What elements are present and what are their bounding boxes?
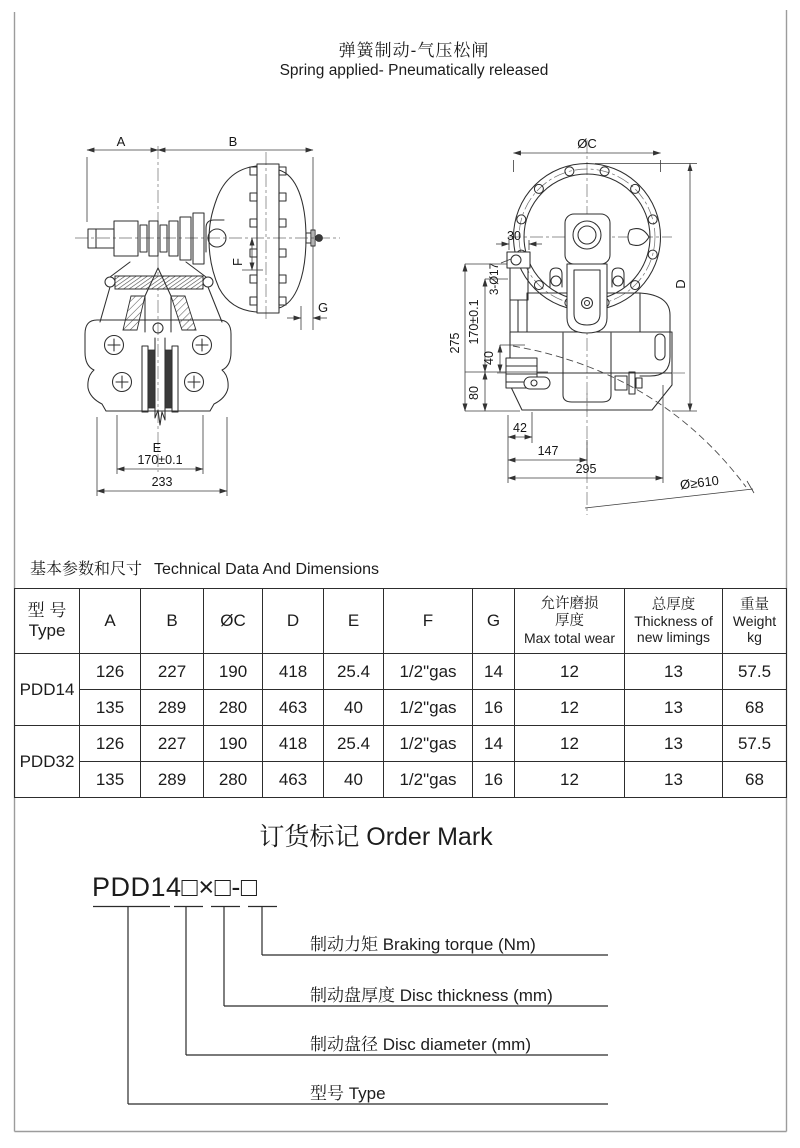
col-header-weight: 重量 Weight kg: [723, 589, 787, 654]
order-mark-code: PDD14□×□-□: [92, 872, 258, 902]
table-caption-en: Technical Data And Dimensions: [154, 561, 380, 578]
order-mark-label-disc-diameter: 制动盘径 Disc diameter (mm): [310, 1035, 532, 1054]
table-cell: 463: [263, 690, 324, 726]
dim-233-label: 233: [151, 475, 173, 489]
table-row: [15, 690, 787, 726]
table-caption-zh: 基本参数和尺寸: [30, 561, 143, 578]
dim-275-label: 275: [448, 332, 462, 354]
table-header-row: [15, 589, 787, 654]
col-header-thickness: 总厚度 Thickness of new limings: [625, 589, 723, 654]
dim-g-label: G: [317, 300, 329, 315]
table-cell: 190: [204, 726, 263, 762]
page-title-en: Spring applied- Pneumatically released: [279, 62, 549, 79]
table-cell: 126: [80, 726, 141, 762]
table-cell: 68: [723, 762, 787, 798]
dim-disc-label: Ø≥610: [679, 472, 720, 493]
table-cell: 135: [80, 690, 141, 726]
dim-147-label: 147: [537, 444, 559, 458]
caliper-arms: [100, 262, 222, 333]
table-cell: 13: [625, 654, 723, 690]
col-header-d: D: [263, 589, 324, 654]
table-cell: 280: [204, 690, 263, 726]
table-cell: 12: [515, 726, 625, 762]
dim-170-label: 170±0.1: [467, 299, 481, 345]
table-cell: 227: [141, 654, 204, 690]
table-cell: 418: [263, 654, 324, 690]
dim-a-label: A: [116, 134, 126, 149]
table-cell: 1/2"gas: [384, 726, 473, 762]
table-cell: 25.4: [324, 726, 384, 762]
table-cell: 135: [80, 762, 141, 798]
dim-80-label: 80: [467, 386, 481, 400]
front-body: [506, 252, 672, 412]
dim-b-label: B: [228, 134, 238, 149]
table-cell: 14: [473, 654, 515, 690]
table-cell: 1/2"gas: [384, 654, 473, 690]
type-cell: PDD14: [15, 654, 80, 726]
hub-arm: [565, 214, 610, 333]
disc-arc: [513, 346, 746, 487]
table-cell: 126: [80, 654, 141, 690]
table-cell: 40: [324, 690, 384, 726]
table-cell: 1/2"gas: [384, 762, 473, 798]
dim-295-label: 295: [575, 462, 597, 476]
table-cell: 463: [263, 762, 324, 798]
table-cell: 190: [204, 654, 263, 690]
table-cell: 57.5: [723, 726, 787, 762]
order-mark-title: 订货标记 Order Mark: [259, 823, 493, 851]
col-header-wear: 允许磨损 厚度 Max total wear: [515, 589, 625, 654]
front-view-drawing: [448, 136, 754, 515]
table-cell: 227: [141, 726, 204, 762]
order-mark-label-type: 型号 Type: [310, 1084, 386, 1103]
table-row: [15, 654, 787, 690]
dim-42-label: 42: [513, 421, 527, 435]
table-cell: 25.4: [324, 654, 384, 690]
cylinder-bolts: [250, 167, 286, 305]
table-cell: 1/2"gas: [384, 690, 473, 726]
shaft-assembly: [88, 213, 204, 264]
table-cell: 16: [473, 690, 515, 726]
table-cell: 12: [515, 762, 625, 798]
table-cell: 16: [473, 762, 515, 798]
table-cell: 289: [141, 762, 204, 798]
dim-e-label: E: [152, 440, 162, 455]
type-cell: PDD32: [15, 726, 80, 798]
col-header-e: E: [324, 589, 384, 654]
table-row: [15, 726, 787, 762]
dim-d-label: D: [673, 279, 688, 289]
side-view-dimensions: [87, 134, 328, 496]
dim-c-label: ØC: [577, 136, 597, 151]
dim-40-label: 40: [482, 351, 496, 365]
table-cell: 40: [324, 762, 384, 798]
table-cell: 57.5: [723, 654, 787, 690]
table-row: [15, 762, 787, 798]
dim-30-label: 30: [507, 229, 521, 243]
col-header-g: G: [473, 589, 515, 654]
order-mark-label-braking-torque: 制动力矩 Braking torque (Nm): [310, 935, 536, 954]
spec-table: [14, 588, 787, 798]
dim-170-label: 170±0.1: [137, 453, 183, 467]
caliper-body: [85, 320, 231, 425]
table-cell: 12: [515, 654, 625, 690]
side-view-drawing: [75, 134, 340, 496]
table-cell: 418: [263, 726, 324, 762]
table-cell: 13: [625, 726, 723, 762]
table-cell: 289: [141, 690, 204, 726]
table-cell: 12: [515, 690, 625, 726]
cover-bolts: [517, 167, 657, 307]
order-mark-label-disc-thickness: 制动盘厚度 Disc thickness (mm): [310, 986, 553, 1005]
col-header-b: B: [141, 589, 204, 654]
table-cell: 13: [625, 690, 723, 726]
table-cell: 280: [204, 762, 263, 798]
table-cell: 13: [625, 762, 723, 798]
col-header-a: A: [80, 589, 141, 654]
front-view-dimensions: [448, 136, 720, 492]
col-header-type: 型 号 Type: [15, 589, 80, 654]
table-cell: 68: [723, 690, 787, 726]
page-title-zh: 弹簧制动-气压松闸: [338, 41, 490, 60]
dim-f-label: F: [230, 258, 245, 266]
table-caption: [30, 556, 379, 579]
table-cell: 14: [473, 726, 515, 762]
col-header-c: ØC: [204, 589, 263, 654]
dim-holes-label: 3-Ø17: [489, 263, 501, 295]
col-header-f: F: [384, 589, 473, 654]
